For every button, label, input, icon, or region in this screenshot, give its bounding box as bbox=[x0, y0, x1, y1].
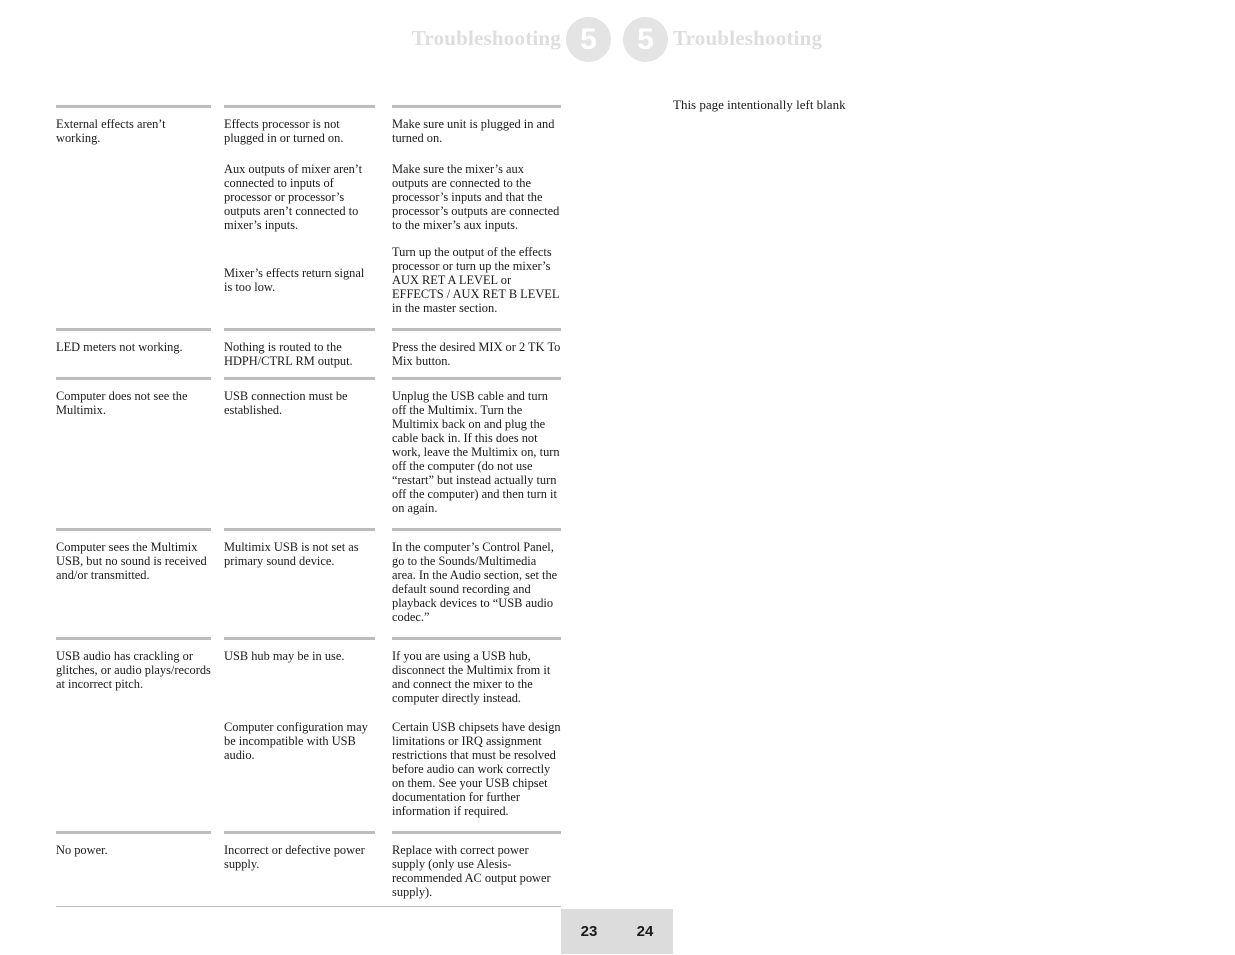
cause-cell: Effects processor is not plugged in or turned on. Aux outputs of mixer aren’t connected to inputs of processor or processor’s outputs aren’t connected to mixer’s inputs. Mixer’s effects return signal is too low. bbox=[224, 105, 375, 328]
symptom-cell: No power. bbox=[56, 831, 211, 904]
right-page-header-title: Troubleshooting bbox=[673, 26, 823, 50]
blank-page-note: This page intentionally left blank bbox=[673, 97, 846, 112]
cause-cell: Nothing is routed to the HDPH/CTRL RM output. bbox=[224, 328, 375, 377]
remedy-cell: Make sure unit is plugged in and turned on. Make sure the mixer’s aux outputs are connected to the processor’s inputs and that the processor’s outputs are connected to the mixer’s aux inputs. Turn up the output of the effects processor or turn up the mixer’s AUX RET A LEVEL or EFFECTS / AUX RET B LEVEL in the master section. bbox=[392, 105, 561, 328]
cause-cell: Multimix USB is not set as primary sound device. bbox=[224, 528, 375, 637]
cause-cell: USB connection must be established. bbox=[224, 377, 375, 528]
right-page-number: 24 bbox=[617, 909, 673, 954]
table-row bbox=[56, 831, 561, 904]
cause-cell: USB hub may be in use. Computer configuration may be incompatible with USB audio. bbox=[224, 637, 375, 831]
symptom-cell: Computer does not see the Multimix. bbox=[56, 377, 211, 528]
left-chapter-badge: 5 bbox=[566, 17, 611, 62]
remedy-cell: Unplug the USB cable and turn off the Multimix. Turn the Multimix back on and plug the cable back in. If this does not work, leave the Multimix on, turn off the computer (do not use “restart” but instead actually turn off the computer) and then turn it on again. bbox=[392, 377, 561, 528]
symptom-cell: USB audio has crackling or glitches, or audio plays/records at incorrect pitch. bbox=[56, 637, 211, 831]
remedy-cell: Replace with correct power supply (only use Alesis-recommended AC output power supply). bbox=[392, 831, 561, 904]
table-row bbox=[56, 105, 561, 328]
cause-cell: Incorrect or defective power supply. bbox=[224, 831, 375, 904]
table-row bbox=[56, 328, 561, 377]
table-row bbox=[56, 377, 561, 528]
remedy-cell: In the computer’s Control Panel, go to the Sounds/Multimedia area. In the Audio section, set the default sound recording and playback devices to “USB audio codec.” bbox=[392, 528, 561, 637]
table-row bbox=[56, 637, 561, 831]
symptom-cell: LED meters not working. bbox=[56, 328, 211, 377]
symptom-cell: Computer sees the Multimix USB, but no sound is received and/or transmitted. bbox=[56, 528, 211, 637]
symptom-cell: External effects aren’t working. bbox=[56, 105, 211, 328]
remedy-cell: Press the desired MIX or 2 TK To Mix button. bbox=[392, 328, 561, 377]
troubleshooting-table bbox=[56, 105, 561, 907]
left-page-header-title: Troubleshooting bbox=[411, 26, 561, 50]
left-page-number: 23 bbox=[561, 909, 617, 954]
remedy-cell: If you are using a USB hub, disconnect the Multimix from it and connect the mixer to the computer directly instead. Certain USB chipsets have design limitations or IRQ assignment restrictions that must be resolved before audio can work correctly on them. See your USB chipset documentation for further information if required. bbox=[392, 637, 561, 831]
table-bottom-rule bbox=[56, 906, 561, 907]
right-chapter-badge: 5 bbox=[623, 17, 668, 62]
table-row bbox=[56, 528, 561, 637]
